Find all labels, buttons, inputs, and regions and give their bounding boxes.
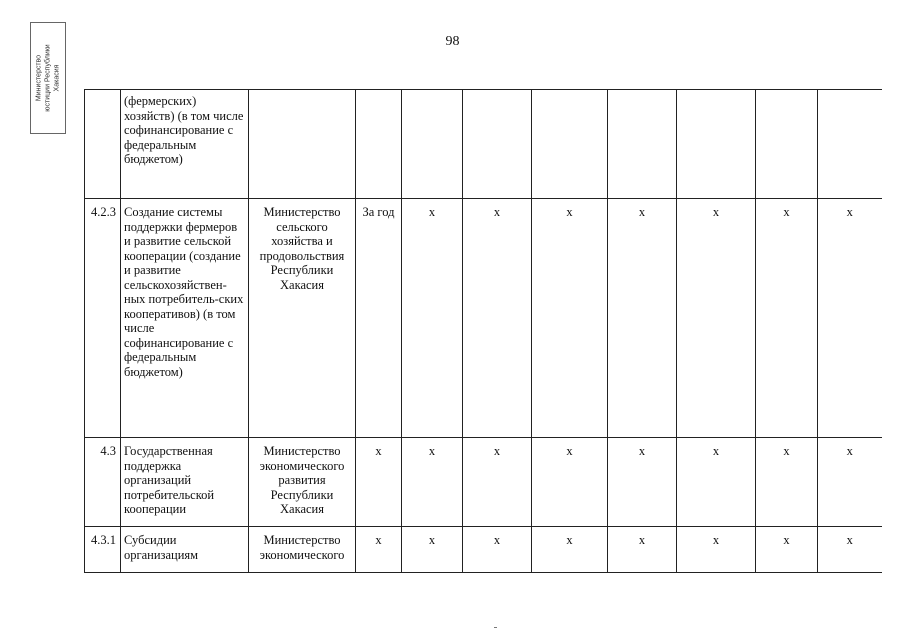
row-responsible: Министерство экономического [249, 527, 356, 573]
row-cell: х [677, 199, 756, 438]
row-name: Создание системы поддержки фермеров и развитие сельской кооперации (создание и развитие сельскохозяйствен-ных потребитель-ских кооперативов) (в том числе софинансирование с федеральным бюджетом) [121, 199, 249, 438]
row-cell: х [818, 527, 882, 573]
row-cell: х [608, 199, 677, 438]
row-name: Государственная поддержка организаций потребительской кооперации [121, 438, 249, 527]
row-number: 4.3.1 [85, 527, 121, 573]
row-cell: х [532, 438, 608, 527]
row-cell: За год [356, 199, 402, 438]
row-responsible: Министерство экономического развития Республики Хакасия [249, 438, 356, 527]
row-cell: х [402, 438, 463, 527]
row-number: 4.3 [85, 438, 121, 527]
row-name: Субсидии организациям [121, 527, 249, 573]
row-cell: х [677, 527, 756, 573]
row-cell: х [818, 438, 882, 527]
row-number [85, 90, 121, 199]
row-cell: х [756, 527, 818, 573]
row-cell [608, 90, 677, 199]
row-cell [463, 90, 532, 199]
row-cell [532, 90, 608, 199]
row-cell: х [402, 527, 463, 573]
scan-speck [494, 627, 497, 628]
table-row [85, 438, 882, 527]
row-cell [402, 90, 463, 199]
table-row [85, 199, 882, 438]
page-number: 98 [445, 34, 460, 49]
stamp-text: Министерство юстиции Республики Хакасия [35, 44, 61, 112]
row-responsible [249, 90, 356, 199]
row-cell [677, 90, 756, 199]
row-cell: х [608, 527, 677, 573]
table-row [85, 527, 882, 573]
row-cell: х [463, 438, 532, 527]
row-cell: х [532, 199, 608, 438]
table-row [85, 90, 882, 199]
row-cell: х [532, 527, 608, 573]
row-cell: х [756, 199, 818, 438]
row-cell: х [818, 199, 882, 438]
registration-stamp [30, 22, 66, 134]
row-number: 4.2.3 [85, 199, 121, 438]
row-cell: х [677, 438, 756, 527]
row-cell: х [463, 199, 532, 438]
row-cell: х [402, 199, 463, 438]
program-table [84, 89, 882, 573]
row-cell: х [463, 527, 532, 573]
row-cell: х [356, 438, 402, 527]
row-name: (фермерских) хозяйств) (в том числе софинансирование с федеральным бюджетом) [121, 90, 249, 199]
row-cell [356, 90, 402, 199]
row-cell: х [608, 438, 677, 527]
row-cell [818, 90, 882, 199]
row-responsible: Министерство сельского хозяйства и продовольствия Республики Хакасия [249, 199, 356, 438]
row-cell: х [756, 438, 818, 527]
row-cell [756, 90, 818, 199]
row-cell: х [356, 527, 402, 573]
